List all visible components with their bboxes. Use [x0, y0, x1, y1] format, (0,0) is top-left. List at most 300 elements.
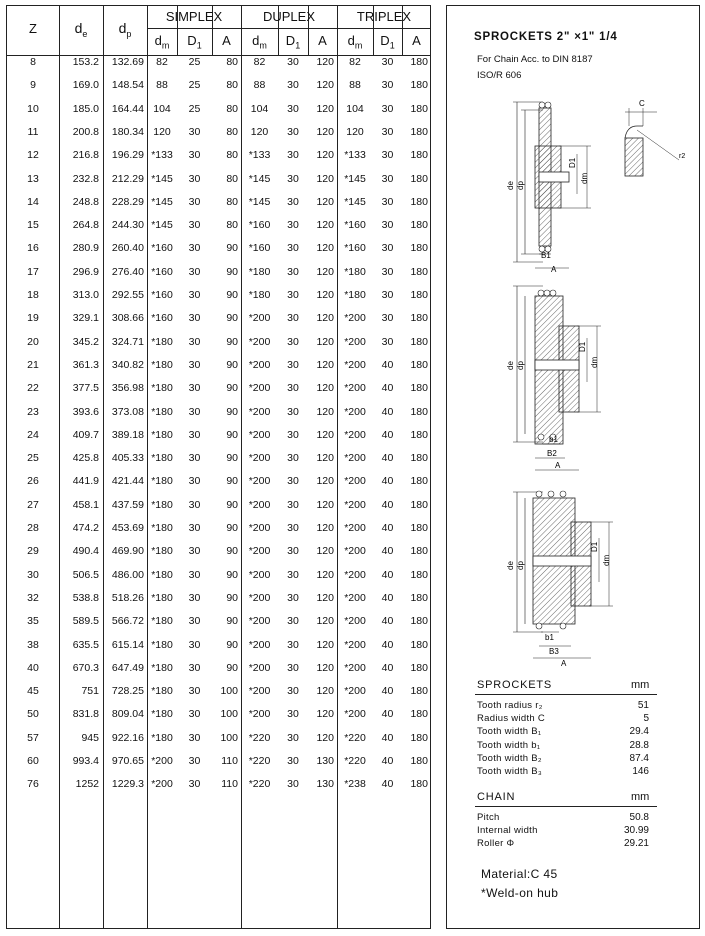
cell-dp: 244.30: [111, 219, 144, 232]
cell-duplex-dm: *160: [248, 242, 271, 255]
cell-simplex-a: 80: [226, 219, 238, 232]
cell-triplex-d1: 40: [381, 615, 394, 628]
cell-dp: 486.00: [111, 568, 144, 581]
cell-dp: 276.40: [111, 265, 144, 278]
cell-simplex-a: 90: [226, 615, 238, 628]
cell-simplex-dm: *160: [151, 289, 173, 301]
cell-simplex-dm: *133: [151, 149, 173, 162]
label-d1: D1: [578, 341, 587, 352]
cell-simplex-a: 80: [226, 102, 238, 115]
cell-triplex-dm: *160: [344, 242, 366, 255]
cell-simplex-d1: 25: [188, 56, 201, 68]
label-dp: dp: [516, 561, 525, 570]
material-note: Material:C 45: [481, 867, 558, 881]
sprockets-unit: mm: [631, 679, 650, 691]
cell-duplex-dm: *200: [248, 312, 271, 325]
label-a: A: [551, 265, 557, 274]
cell-triplex-a: 180: [410, 102, 428, 115]
cell-duplex-a: 120: [316, 568, 334, 581]
cell-duplex-d1: 30: [287, 219, 299, 232]
cell-z: 11: [27, 125, 39, 138]
cell-duplex-dm: *133: [248, 149, 271, 162]
cell-duplex-d1: 30: [287, 242, 299, 255]
header-dm: $d_m$: [252, 33, 267, 51]
cell-dp: 1229.3: [111, 778, 144, 791]
cell-triplex-d1: 40: [381, 685, 394, 698]
tooth-profile-detail: [625, 99, 685, 176]
cell-dp: 292.55: [111, 289, 144, 301]
simplex-sprocket-drawing: [506, 102, 591, 274]
cell-duplex-a: 120: [316, 661, 334, 674]
cell-triplex-d1: 30: [381, 56, 394, 68]
cell-simplex-a: 90: [226, 428, 238, 441]
spec-value: 50.8: [629, 812, 649, 823]
spec-label: Radius width C: [477, 713, 546, 725]
sprocket-spec-panel: [446, 5, 700, 929]
cell-simplex-dm: 104: [153, 102, 171, 115]
cell-de: 313.0: [72, 289, 99, 301]
spec-value: 51: [637, 700, 649, 711]
cell-duplex-dm: *200: [248, 615, 271, 628]
label-b3: B3: [549, 647, 559, 656]
cell-z: 18: [27, 289, 39, 301]
spec-label: Tooth width B₃: [477, 766, 543, 777]
cell-triplex-dm: *200: [344, 661, 366, 674]
cell-z: 28: [27, 522, 39, 534]
cell-duplex-dm: *200: [248, 428, 271, 441]
cell-simplex-d1: 30: [188, 195, 201, 208]
spec-value: 30.99: [623, 825, 649, 837]
cell-triplex-a: 180: [410, 125, 428, 138]
cell-duplex-a: 130: [316, 755, 334, 767]
cell-duplex-dm: *180: [248, 265, 271, 278]
cell-dp: 421.44: [111, 475, 144, 488]
cell-z: 8: [30, 56, 36, 68]
cell-duplex-d1: 30: [287, 591, 299, 604]
cell-simplex-d1: 30: [188, 358, 201, 371]
cell-duplex-dm: *220: [248, 731, 271, 744]
cell-triplex-a: 180: [410, 56, 428, 68]
cell-de: 589.5: [72, 615, 99, 628]
cell-de: 506.5: [72, 568, 99, 581]
label-de: de: [506, 181, 515, 190]
cell-duplex-a: 120: [316, 289, 334, 301]
cell-simplex-d1: 30: [188, 498, 201, 511]
cell-duplex-dm: *200: [248, 661, 271, 674]
cell-triplex-a: 180: [410, 358, 428, 371]
cell-duplex-dm: *180: [248, 289, 271, 301]
cell-triplex-d1: 30: [381, 195, 394, 208]
cell-triplex-a: 180: [410, 312, 428, 325]
cell-triplex-dm: 104: [346, 102, 364, 115]
cell-simplex-dm: 88: [156, 79, 168, 92]
cell-triplex-d1: 30: [381, 102, 394, 115]
header-dm: $d_m$: [347, 33, 363, 51]
header-z: Z: [29, 21, 37, 36]
cell-duplex-a: 120: [316, 172, 334, 185]
cell-simplex-a: 90: [226, 382, 238, 395]
cell-triplex-a: 180: [410, 149, 428, 162]
cell-duplex-d1: 30: [287, 708, 299, 721]
cell-duplex-dm: 104: [250, 102, 269, 115]
cell-de: 393.6: [72, 405, 99, 418]
cell-triplex-d1: 40: [381, 382, 394, 395]
label-c: C: [639, 99, 645, 108]
cell-duplex-dm: *200: [248, 452, 271, 465]
cell-triplex-dm: 88: [349, 79, 361, 92]
cell-de: 458.1: [72, 498, 99, 511]
cell-triplex-dm: 82: [349, 56, 361, 68]
label-dp: dp: [516, 181, 525, 190]
weld-on-hub-note: *Weld-on hub: [481, 886, 559, 900]
spec-label: Tooth width B₂: [477, 752, 542, 764]
cell-simplex-a: 90: [226, 242, 238, 255]
cell-de: 216.8: [72, 149, 99, 162]
cell-de: 409.7: [72, 428, 99, 441]
cell-dp: 356.98: [111, 382, 144, 395]
cell-duplex-a: 120: [316, 731, 334, 744]
cell-dp: 324.71: [111, 335, 144, 348]
cell-triplex-dm: 120: [346, 125, 364, 138]
header-divider: [147, 28, 430, 29]
label-a: A: [561, 659, 567, 666]
header-duplex: DUPLEX: [262, 9, 316, 24]
cell-duplex-a: 120: [316, 242, 334, 255]
cell-triplex-a: 180: [410, 172, 428, 185]
cell-triplex-d1: 40: [381, 591, 394, 604]
cell-duplex-d1: 30: [287, 265, 299, 278]
label-dm: dm: [580, 172, 589, 184]
cell-dp: 453.69: [111, 522, 144, 534]
cell-duplex-d1: 30: [287, 778, 299, 791]
cell-duplex-d1: 30: [287, 172, 299, 185]
cell-dp: 970.65: [111, 755, 144, 767]
cell-z: 40: [27, 661, 39, 674]
header-a: A: [222, 33, 231, 48]
cell-duplex-d1: 30: [287, 755, 299, 767]
cell-dp: 164.44: [111, 102, 144, 115]
cell-triplex-dm: *200: [344, 615, 366, 628]
cell-duplex-a: 120: [316, 638, 334, 651]
cell-duplex-d1: 30: [287, 545, 299, 558]
cell-triplex-d1: 30: [381, 219, 394, 232]
cell-triplex-a: 180: [410, 545, 428, 558]
cell-de: 329.1: [72, 312, 99, 325]
cell-triplex-d1: 40: [381, 475, 394, 488]
cell-triplex-d1: 30: [381, 289, 394, 301]
cell-duplex-d1: 30: [287, 615, 299, 628]
cell-duplex-d1: 30: [287, 638, 299, 651]
cell-simplex-d1: 30: [188, 545, 201, 558]
cell-simplex-a: 110: [221, 778, 238, 791]
chain-unit: mm: [631, 791, 650, 803]
cell-duplex-a: 120: [316, 545, 334, 558]
spec-label: Tooth radius r₂: [477, 700, 543, 711]
label-b1: b1: [549, 435, 558, 444]
cell-dp: 469.90: [111, 545, 144, 558]
spec-label: Tooth width b₁: [477, 739, 541, 751]
cell-de: 377.5: [72, 382, 99, 395]
cell-duplex-dm: *200: [248, 545, 271, 558]
cell-triplex-a: 180: [410, 661, 428, 674]
cell-simplex-d1: 30: [188, 125, 201, 138]
cell-simplex-dm: *200: [151, 778, 173, 791]
cell-triplex-d1: 30: [381, 265, 394, 278]
sprocket-dimension-table: [6, 5, 431, 929]
label-b1: B1: [541, 251, 551, 260]
cell-de: 425.8: [72, 452, 99, 465]
cell-simplex-d1: 30: [188, 615, 201, 628]
cell-triplex-d1: 40: [381, 405, 394, 418]
cell-triplex-a: 180: [410, 405, 428, 418]
cell-simplex-a: 90: [226, 335, 238, 348]
cell-dp: 437.59: [111, 498, 144, 511]
header-simplex: SIMPLEX: [165, 9, 223, 24]
cell-triplex-d1: 40: [381, 498, 394, 511]
cell-simplex-dm: *180: [151, 685, 173, 698]
cell-duplex-dm: 120: [250, 125, 269, 138]
divider: [475, 806, 657, 807]
cell-triplex-a: 180: [410, 522, 428, 534]
cell-duplex-d1: 30: [287, 289, 299, 301]
cell-duplex-dm: *200: [248, 405, 271, 418]
cell-duplex-dm: *200: [248, 568, 271, 581]
cell-de: 1252: [75, 778, 99, 791]
cell-triplex-d1: 40: [381, 522, 394, 534]
cell-triplex-d1: 30: [381, 125, 394, 138]
cell-simplex-d1: 30: [188, 382, 201, 395]
header-dp: $d_p$: [118, 20, 132, 39]
cell-simplex-d1: 30: [188, 428, 201, 441]
cell-simplex-a: 90: [226, 475, 238, 488]
cell-simplex-dm: *180: [151, 382, 173, 395]
cell-z: 60: [27, 755, 39, 767]
cell-triplex-dm: *145: [344, 172, 366, 185]
cell-duplex-d1: 30: [287, 522, 299, 534]
spec-label: Tooth width B₁: [477, 726, 542, 738]
cell-duplex-a: 120: [316, 219, 334, 232]
cell-triplex-a: 180: [410, 498, 428, 511]
cell-triplex-d1: 40: [381, 708, 394, 721]
cell-de: 264.8: [72, 219, 99, 232]
cell-triplex-a: 180: [410, 242, 428, 255]
cell-triplex-dm: *200: [344, 568, 366, 581]
cell-z: 17: [27, 265, 39, 278]
cell-z: 9: [30, 79, 36, 92]
cell-de: 200.8: [72, 125, 99, 138]
cell-de: 945: [81, 731, 99, 744]
cell-z: 76: [27, 778, 39, 791]
header-d1: $D_1$: [285, 33, 301, 51]
cell-duplex-d1: 30: [287, 475, 299, 488]
cell-duplex-a: 120: [316, 56, 334, 68]
cell-simplex-d1: 30: [188, 475, 201, 488]
cell-triplex-dm: *200: [344, 312, 366, 325]
cell-duplex-dm: *200: [248, 358, 271, 371]
sprockets-header: SPROCKETS: [477, 679, 553, 691]
cell-duplex-d1: 30: [287, 405, 299, 418]
cell-simplex-a: 80: [226, 195, 238, 208]
cell-duplex-a: 120: [316, 102, 334, 115]
cell-triplex-dm: *133: [344, 149, 366, 162]
spec-label: Internal width: [477, 825, 538, 837]
cell-de: 441.9: [72, 475, 99, 488]
cell-simplex-d1: 30: [188, 591, 201, 604]
cell-simplex-d1: 25: [188, 79, 201, 92]
cell-duplex-dm: *200: [248, 335, 271, 348]
cell-duplex-a: 120: [316, 335, 334, 348]
cell-simplex-d1: 30: [188, 149, 201, 162]
cell-triplex-a: 180: [410, 568, 428, 581]
cell-simplex-a: 90: [226, 452, 238, 465]
cell-triplex-d1: 40: [381, 428, 394, 441]
cell-triplex-a: 180: [410, 289, 428, 301]
cell-simplex-dm: *180: [151, 428, 173, 441]
cell-z: 16: [27, 242, 39, 255]
cell-triplex-a: 180: [410, 615, 428, 628]
cell-duplex-d1: 30: [287, 568, 299, 581]
cell-triplex-d1: 30: [381, 312, 394, 325]
cell-duplex-a: 120: [316, 522, 334, 534]
cell-simplex-d1: 30: [188, 778, 201, 791]
cell-de: 280.9: [72, 242, 99, 255]
cell-triplex-a: 180: [410, 428, 428, 441]
cell-triplex-a: 180: [410, 685, 428, 698]
cell-simplex-dm: *145: [151, 172, 173, 185]
cell-de: 296.9: [72, 265, 99, 278]
cell-simplex-d1: 30: [188, 661, 201, 674]
label-de: de: [506, 561, 515, 570]
cell-simplex-d1: 30: [188, 172, 201, 185]
cell-triplex-dm: *200: [344, 335, 366, 348]
cell-duplex-d1: 30: [287, 685, 299, 698]
cell-duplex-a: 120: [316, 405, 334, 418]
cell-triplex-a: 180: [410, 708, 428, 721]
cell-duplex-d1: 30: [287, 149, 299, 162]
cell-simplex-d1: 30: [188, 335, 201, 348]
cell-z: 10: [27, 102, 39, 115]
cell-z: 14: [27, 195, 39, 208]
iso-standard: ISO/R 606: [477, 70, 522, 81]
cell-z: 12: [27, 149, 39, 162]
cell-triplex-dm: *180: [344, 289, 366, 301]
spec-value: 28.8: [629, 739, 649, 751]
cell-triplex-a: 180: [410, 335, 428, 348]
cell-z: 32: [27, 591, 39, 604]
cell-simplex-dm: *180: [151, 475, 173, 488]
cell-de: 670.3: [72, 661, 99, 674]
label-a: A: [555, 461, 561, 470]
cell-simplex-d1: 30: [188, 685, 201, 698]
cell-duplex-dm: *220: [248, 778, 271, 791]
spec-value: 5: [643, 713, 649, 725]
cell-simplex-a: 90: [226, 498, 238, 511]
cell-de: 635.5: [72, 638, 99, 651]
cell-triplex-a: 180: [410, 778, 428, 791]
cell-triplex-dm: *200: [344, 638, 366, 651]
header-triplex: TRIPLEX: [356, 9, 412, 24]
cell-simplex-d1: 30: [188, 755, 201, 767]
cell-triplex-d1: 40: [381, 778, 394, 791]
cell-simplex-d1: 30: [188, 568, 201, 581]
cell-dp: 340.82: [111, 358, 144, 371]
cell-simplex-a: 90: [226, 405, 238, 418]
cell-simplex-a: 100: [220, 685, 238, 698]
label-b1: b1: [545, 633, 554, 642]
spec-value: 146: [632, 766, 649, 777]
cell-triplex-a: 180: [410, 755, 428, 767]
cell-simplex-a: 100: [220, 708, 238, 721]
cell-triplex-a: 180: [410, 79, 428, 92]
cell-triplex-a: 180: [410, 452, 428, 465]
cell-simplex-dm: *145: [151, 195, 173, 208]
cell-de: 345.2: [72, 335, 99, 348]
spec-value: 87.4: [629, 752, 649, 764]
cell-simplex-d1: 30: [188, 452, 201, 465]
duplex-sprocket-drawing: [506, 286, 601, 470]
cell-dp: 260.40: [111, 242, 144, 255]
cell-simplex-a: 90: [226, 591, 238, 604]
cell-triplex-d1: 40: [381, 545, 394, 558]
cell-simplex-dm: *180: [151, 452, 173, 465]
cell-triplex-a: 180: [410, 382, 428, 395]
cell-simplex-a: 90: [226, 358, 238, 371]
cell-triplex-d1: 30: [381, 149, 394, 162]
cell-simplex-dm: *180: [151, 638, 173, 651]
label-dm: dm: [590, 356, 599, 368]
cell-de: 153.2: [72, 56, 99, 68]
cell-simplex-dm: *180: [151, 358, 173, 371]
cell-dp: 373.08: [111, 405, 144, 418]
label-dm: dm: [602, 554, 611, 566]
cell-simplex-dm: *145: [151, 219, 173, 232]
label-b2: B2: [547, 449, 557, 458]
label-dp: dp: [516, 361, 525, 370]
cell-duplex-a: 120: [316, 428, 334, 441]
cell-triplex-a: 180: [410, 591, 428, 604]
triplex-sprocket-drawing: [506, 491, 613, 666]
chain-header: CHAIN: [477, 791, 516, 803]
cell-z: 26: [27, 475, 39, 488]
spec-value: 29.4: [629, 726, 649, 738]
divider: [475, 694, 657, 695]
cell-simplex-a: 80: [226, 79, 238, 92]
cell-triplex-dm: *200: [344, 708, 366, 721]
cell-dp: 148.54: [111, 79, 144, 92]
cell-simplex-dm: *160: [151, 312, 173, 325]
header-d1: $D_1$: [380, 33, 395, 51]
cell-duplex-d1: 30: [287, 312, 299, 325]
cell-z: 25: [27, 452, 39, 465]
cell-triplex-d1: 30: [381, 242, 394, 255]
cell-simplex-a: 90: [226, 568, 238, 581]
header-de: $d_e$: [74, 20, 88, 39]
cell-triplex-dm: *200: [344, 685, 366, 698]
cell-triplex-dm: *180: [344, 265, 366, 278]
cell-duplex-a: 120: [316, 591, 334, 604]
cell-simplex-d1: 30: [188, 242, 201, 255]
cell-simplex-dm: *180: [151, 545, 173, 558]
cell-triplex-dm: *200: [344, 428, 366, 441]
cell-triplex-d1: 40: [381, 755, 394, 767]
cell-duplex-a: 120: [316, 312, 334, 325]
cell-simplex-dm: *180: [151, 661, 173, 674]
cell-simplex-a: 90: [226, 638, 238, 651]
cell-triplex-dm: *200: [344, 591, 366, 604]
cell-simplex-a: 110: [221, 755, 238, 767]
cell-simplex-d1: 30: [188, 312, 201, 325]
cell-duplex-d1: 30: [287, 428, 299, 441]
